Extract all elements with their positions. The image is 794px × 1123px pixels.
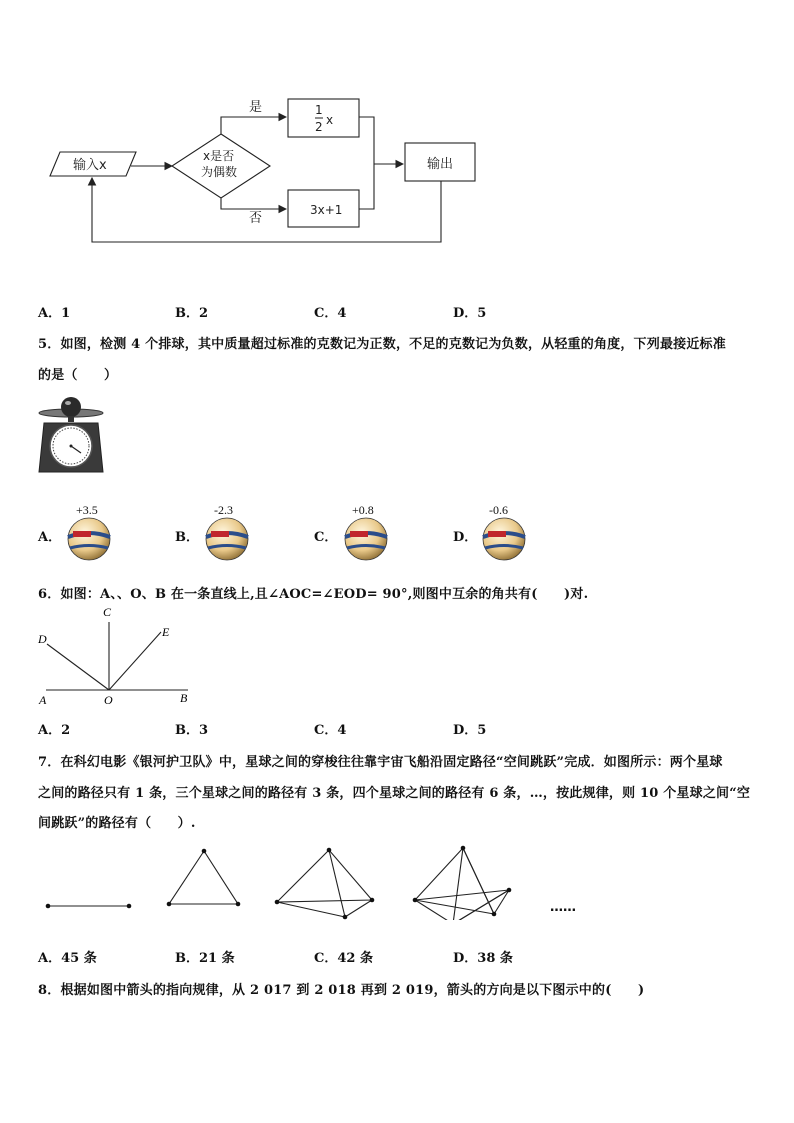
fraction-variable: x bbox=[326, 113, 334, 127]
q7-option-a[interactable]: A．45 条 bbox=[38, 951, 97, 966]
fraction-numerator: 1 bbox=[315, 103, 323, 117]
q7-option-c[interactable]: C．42 条 bbox=[314, 951, 373, 966]
q5-option-c-letter[interactable]: C． bbox=[314, 530, 338, 545]
volleyballs bbox=[0, 515, 794, 565]
volleyball-a-icon bbox=[68, 518, 110, 560]
q5-option-a-value: +3.5 bbox=[76, 503, 98, 517]
q4-option-c[interactable]: C．4 bbox=[314, 306, 347, 321]
label-a: A bbox=[39, 693, 47, 707]
q5-option-c-value: +0.8 bbox=[352, 503, 374, 517]
q7-line-1: 7．在科幻电影《银河护卫队》中，星球之间的穿梭往往靠宇宙飞船沿固定路径“空间跳跃”完成．如图所示：两个星球 bbox=[38, 755, 723, 770]
label-e: E bbox=[162, 625, 170, 639]
q6-angle-diagram bbox=[30, 602, 210, 710]
q5-option-b-value: -2.3 bbox=[214, 503, 233, 517]
q7-line-3: 间跳跃”的路径有（ ）. bbox=[38, 816, 196, 831]
volleyball-d-icon bbox=[483, 518, 525, 560]
q7-option-d[interactable]: D．38 条 bbox=[453, 951, 513, 966]
flowchart bbox=[0, 0, 794, 260]
q6-question: 6．如图：A、、O、B 在一条直线上,且∠AOC=∠EOD= 90°,则图中互余的角共有( )对. bbox=[38, 587, 589, 602]
q8-question: 8．根据如图中箭头的指向规律，从 2 017 到 2 018 再到 2 019，箭头的方向是以下图示中的( ) bbox=[38, 983, 645, 998]
q6-option-a[interactable]: A．2 bbox=[38, 723, 71, 738]
q4-option-b[interactable]: B．2 bbox=[175, 306, 209, 321]
q6-option-d[interactable]: D．5 bbox=[453, 723, 487, 738]
label-o: O bbox=[104, 693, 113, 707]
q4-option-d[interactable]: D．5 bbox=[453, 306, 487, 321]
input-label: 输入x bbox=[73, 158, 107, 173]
scale-image bbox=[34, 396, 109, 476]
q5-option-a-letter[interactable]: A． bbox=[38, 530, 62, 545]
decision-line-1: x是否 bbox=[203, 149, 235, 163]
q6-option-c[interactable]: C．4 bbox=[314, 723, 347, 738]
q7-option-b[interactable]: B．21 条 bbox=[175, 951, 235, 966]
volleyball-c-icon bbox=[345, 518, 387, 560]
half-x-box bbox=[288, 99, 359, 137]
decision-line-2: 为偶数 bbox=[201, 165, 238, 179]
label-b: B bbox=[180, 691, 188, 705]
q6-option-b[interactable]: B．3 bbox=[175, 723, 209, 738]
label-d: D bbox=[38, 632, 47, 646]
q5-option-b-letter[interactable]: B． bbox=[175, 530, 199, 545]
q5-line-1: 5．如图，检测 4 个排球，其中质量超过标准的克数记为正数，不足的克数记为负数，从轻重的角度，下列最接近标准 bbox=[38, 337, 726, 352]
q5-line-2: 的是（ ） bbox=[38, 368, 118, 383]
yes-label: 是 bbox=[249, 100, 263, 115]
q7-ellipsis: …… bbox=[550, 900, 576, 915]
q4-option-a[interactable]: A．1 bbox=[38, 306, 71, 321]
q5-option-d-value: -0.6 bbox=[489, 503, 508, 517]
label-c: C bbox=[103, 605, 112, 619]
q7-planet-paths-diagram bbox=[0, 840, 794, 920]
output-label: 输出 bbox=[427, 157, 454, 172]
q5-option-d-letter[interactable]: D． bbox=[453, 530, 478, 545]
fraction-denominator: 2 bbox=[315, 120, 323, 134]
no-label: 否 bbox=[249, 211, 263, 226]
volleyball-b-icon bbox=[206, 518, 248, 560]
odd-expression: 3x+1 bbox=[310, 203, 343, 217]
q7-line-2: 之间的路径只有 1 条，三个星球之间的路径有 3 条，四个星球之间的路径有 6 条，…，按此规律，则 10 个星球之间“空 bbox=[38, 786, 751, 801]
